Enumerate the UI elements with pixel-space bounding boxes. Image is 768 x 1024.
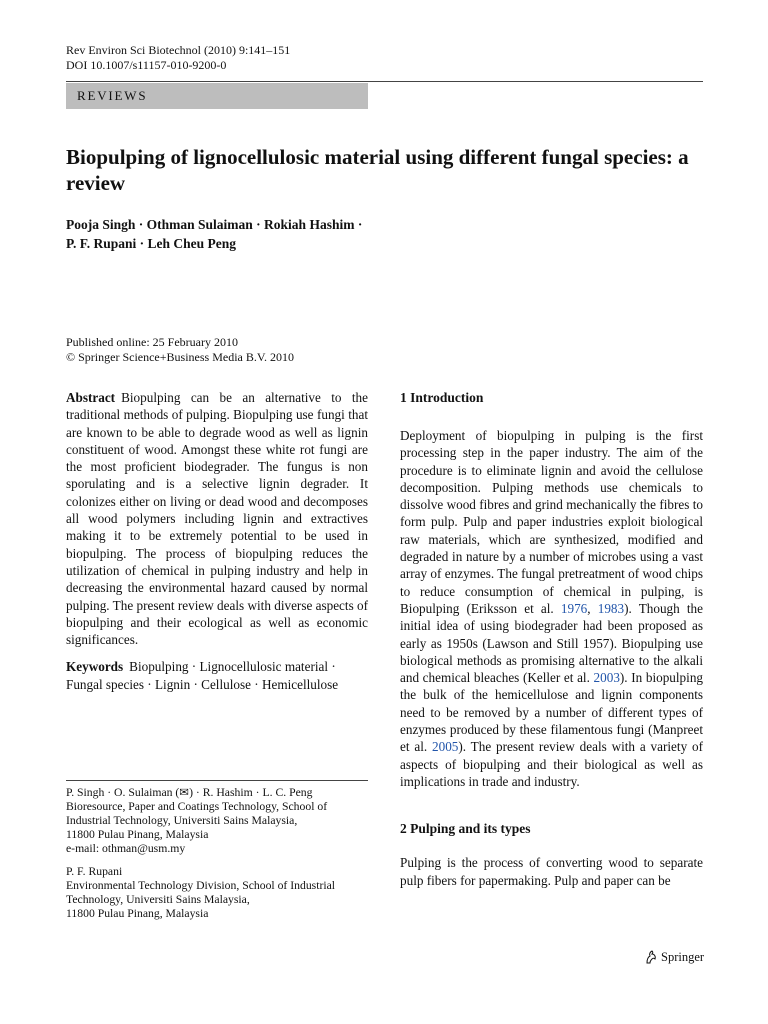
affiliation-1-names: P. Singh · O. Sulaiman (✉) · R. Hashim · L. C. Peng xyxy=(66,786,313,799)
footnote-rule xyxy=(66,780,368,781)
copyright-line: © Springer Science+Business Media B.V. 2010 xyxy=(66,350,294,364)
affiliation-2-line-3: 11800 Pulau Pinang, Malaysia xyxy=(66,907,209,920)
affiliation-2-line-2: Technology, Universiti Sains Malaysia, xyxy=(66,893,250,906)
author-list xyxy=(66,215,703,253)
keywords-label: Keywords xyxy=(66,659,124,675)
header-rule xyxy=(66,81,703,82)
affiliation-2 xyxy=(66,865,368,921)
authors-line-1: Pooja Singh · Othman Sulaiman · Rokiah Hashim · xyxy=(66,217,363,232)
keywords-text: Biopulping · Lignocellulosic material · Fungal species · Lignin · Cellulose · Hemicellulose xyxy=(66,659,339,692)
abstract-label: Abstract xyxy=(66,390,116,405)
introduction-heading: 1 Introduction xyxy=(400,390,484,405)
citation-link-1976[interactable]: 1976 xyxy=(560,600,588,616)
affiliation-2-line-1: Environmental Technology Division, School of Industrial xyxy=(66,879,336,892)
affiliation-1-line-2: Industrial Technology, Universiti Sains Malaysia, xyxy=(66,814,298,827)
section2-paragraph: Pulping is the process of converting wood to separate pulp fibers for papermaking. Pulp and paper can be xyxy=(400,855,703,888)
intro-text-a: Deployment of biopulping in pulping is the first processing step in the paper industry. The aim of the procedure is to eliminate lignin and avoid the cellulose decomposition. Pulping methods use chemicals to dissolve wood fibres and grind mechanically the fibres to form pulp. Pulp and paper industries exploit biological raw materials, which are synthesized, modified and degraded in nature by a number of microbes using a vast array of enzymes. The fungal pretreatment of wood chips to reduce consumption of chemical in pulping, is Biopulping (Eriksson et al. xyxy=(400,428,703,616)
heading-spacer xyxy=(400,406,703,427)
affiliation-2-names: P. F. Rupani xyxy=(66,865,123,878)
publication-info xyxy=(66,335,294,365)
introduction-paragraph xyxy=(400,427,703,790)
heading-spacer-2 xyxy=(400,837,703,854)
authors-line-2: P. F. Rupani · Leh Cheu Peng xyxy=(66,236,237,251)
publisher-name: Springer xyxy=(661,950,705,964)
springer-horse-icon xyxy=(645,950,657,964)
section2-heading: 2 Pulping and its types xyxy=(400,821,531,837)
section-spacer xyxy=(400,790,703,820)
keywords xyxy=(66,658,368,693)
email-link[interactable]: e-mail: othman@usm.my xyxy=(66,842,186,855)
journal-line: Rev Environ Sci Biotechnol (2010) 9:141–151 xyxy=(66,43,291,57)
intro-text-b: ). Though the initial idea of using biodegrader had been proposed as early as 1950s (Lawson and Still 1957). Biopulping use biological methods as promising alternative to the alkali and chemical bleaches (Keller et al. xyxy=(400,600,704,686)
section-label: REVIEWS xyxy=(66,83,368,109)
left-column xyxy=(66,389,368,693)
springer-footer xyxy=(645,949,704,965)
intro-text-d: ). The present review deals with a variety of aspects of biopulping and their biological as well as implications in trade and industry. xyxy=(400,739,703,789)
journal-citation xyxy=(66,43,290,73)
citation-link-1983[interactable]: 1983 xyxy=(597,600,625,616)
published-date: Published online: 25 February 2010 xyxy=(66,335,238,349)
intro-text-c: ). In biopulping the bulk of the hemicellulose and lignin components need to be removed by a number of different types of enzymes produced by these filamentous fungi (Manpreet et al. xyxy=(400,670,704,755)
abstract-text: Biopulping can be an alternative to the traditional methods of pulping. Biopulping use fungi that are known to be able to degrade wood as well as lignin constituent of wood. Amongst these white rot fungi are the most proficient biodegrader. The fungus is non sporulating and is a selective lignin degrader. It colonizes either on living or dead wood and decomposes all wood polymers including lignin and extractives making it to be extremely potential to be used in biopulping. The process of biopulping reduces the utilization of chemical in pulping industry and help in decreasing the environmental hazard caused by normal pulping. The present review deals with diverse aspects of biopulping and their ecological as well as economic significances. xyxy=(66,390,368,648)
affiliation-1-line-1: Bioresource, Paper and Coatings Technology, School of xyxy=(66,800,328,813)
affiliation-1-line-3: 11800 Pulau Pinang, Malaysia xyxy=(66,828,209,841)
article-title: Biopulping of lignocellulosic material using different fungal species: a review xyxy=(66,145,689,195)
intro-sep: , xyxy=(587,600,598,616)
affiliation-1 xyxy=(66,786,368,856)
affiliations-footnote xyxy=(66,780,368,930)
right-column xyxy=(400,389,703,889)
citation-link-2003[interactable]: 2003 xyxy=(593,670,620,686)
citation-link-2005[interactable]: 2005 xyxy=(432,739,459,755)
abstract xyxy=(66,389,368,648)
doi-line[interactable]: DOI 10.1007/s11157-010-9200-0 xyxy=(66,58,227,72)
